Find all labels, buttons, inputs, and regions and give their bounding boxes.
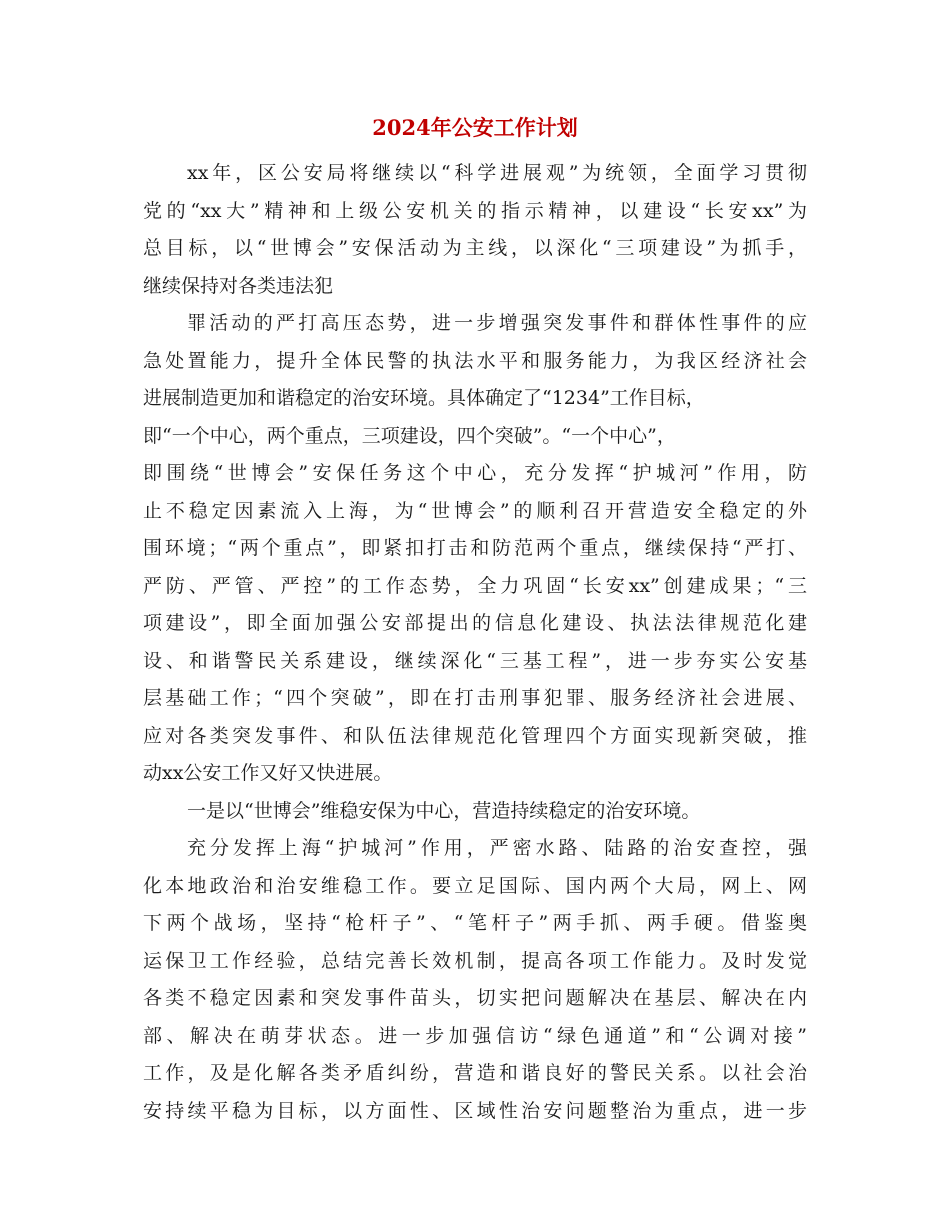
text-line: 急处置能力，提升全体民警的执法水平和服务能力，为我区经济社会 [143, 349, 807, 372]
text-line: 部、解决在萌芽状态。进一步加强信访“绿色通道”和“公调对接” [143, 1024, 807, 1047]
document-body [143, 155, 807, 1130]
text-line: 应对各类突发事件、和队伍法律规范化管理四个方面实现新突破，推 [143, 724, 807, 747]
text-line: 止不稳定因素流入上海，为“世博会”的顺利召开营造安全稳定的外 [143, 499, 807, 522]
text-line: 下两个战场，坚持“枪杆子”、“笔杆子”两手抓、两手硬。借鉴奥 [143, 912, 807, 934]
text-line: 各类不稳定因素和突发事件苗头，切实把问题解决在基层、解决在内 [143, 987, 807, 1009]
text-line: 运保卫工作经验，总结完善长效机制，提高各项工作能力。及时发觉 [143, 949, 807, 972]
text-line: 即“一个中心，两个重点，三项建设，四个突破”。“一个中心”， [143, 424, 676, 447]
text-line: 进展制造更加和谐稳定的治安环境。具体确定了“1234”工作目标， [143, 387, 705, 409]
text-line: 罪活动的严打高压态势，进一步增强突发事件和群体性事件的应 [187, 312, 807, 334]
text-line: 充分发挥上海“护城河”作用，严密水路、陆路的治安查控，强 [187, 837, 807, 859]
text-line: 即围绕“世博会”安保任务这个中心，充分发挥“护城河”作用，防 [143, 462, 807, 484]
text-line: 项建设”，即全面加强公安部提出的信息化建设、执法法律规范化建 [143, 612, 807, 634]
text-line: xx年，区公安局将继续以“科学进展观”为统领，全面学习贯彻 [187, 162, 807, 184]
text-line: 继续保持对各类违法犯 [143, 274, 334, 297]
text-line: 围环境；“两个重点”，即紧扣打击和防范两个重点，继续保持“严打、 [143, 537, 807, 559]
text-line: 一是以“世博会”维稳安保为中心，营造持续稳定的治安环境。 [187, 799, 701, 822]
text-line: 党的“xx大”精神和上级公安机关的指示精神，以建设“长安xx”为 [143, 199, 807, 222]
text-line: 层基础工作；“四个突破”，即在打击刑事犯罪、服务经济社会进展、 [143, 687, 807, 709]
text-line: 严防、严管、严控”的工作态势，全力巩固“长安xx”创建成果；“三 [143, 574, 807, 597]
page-title: 2024年公安工作计划 [372, 115, 578, 140]
text-line: 化本地政治和治安维稳工作。要立足国际、国内两个大局，网上、网 [143, 874, 807, 897]
text-line: 总目标，以“世博会”安保活动为主线，以深化“三项建设”为抓手， [143, 237, 807, 259]
text-line: 安持续平稳为目标，以方面性、区域性治安问题整治为重点，进一步 [143, 1099, 807, 1122]
text-line: 动xx公安工作又好又快进展。 [143, 762, 393, 784]
text-line: 工作，及是化解各类矛盾纠纷，营造和谐良好的警民关系。以社会治 [143, 1062, 807, 1084]
text-line: 设、和谐警民关系建设，继续深化“三基工程”，进一步夯实公安基 [143, 649, 807, 672]
